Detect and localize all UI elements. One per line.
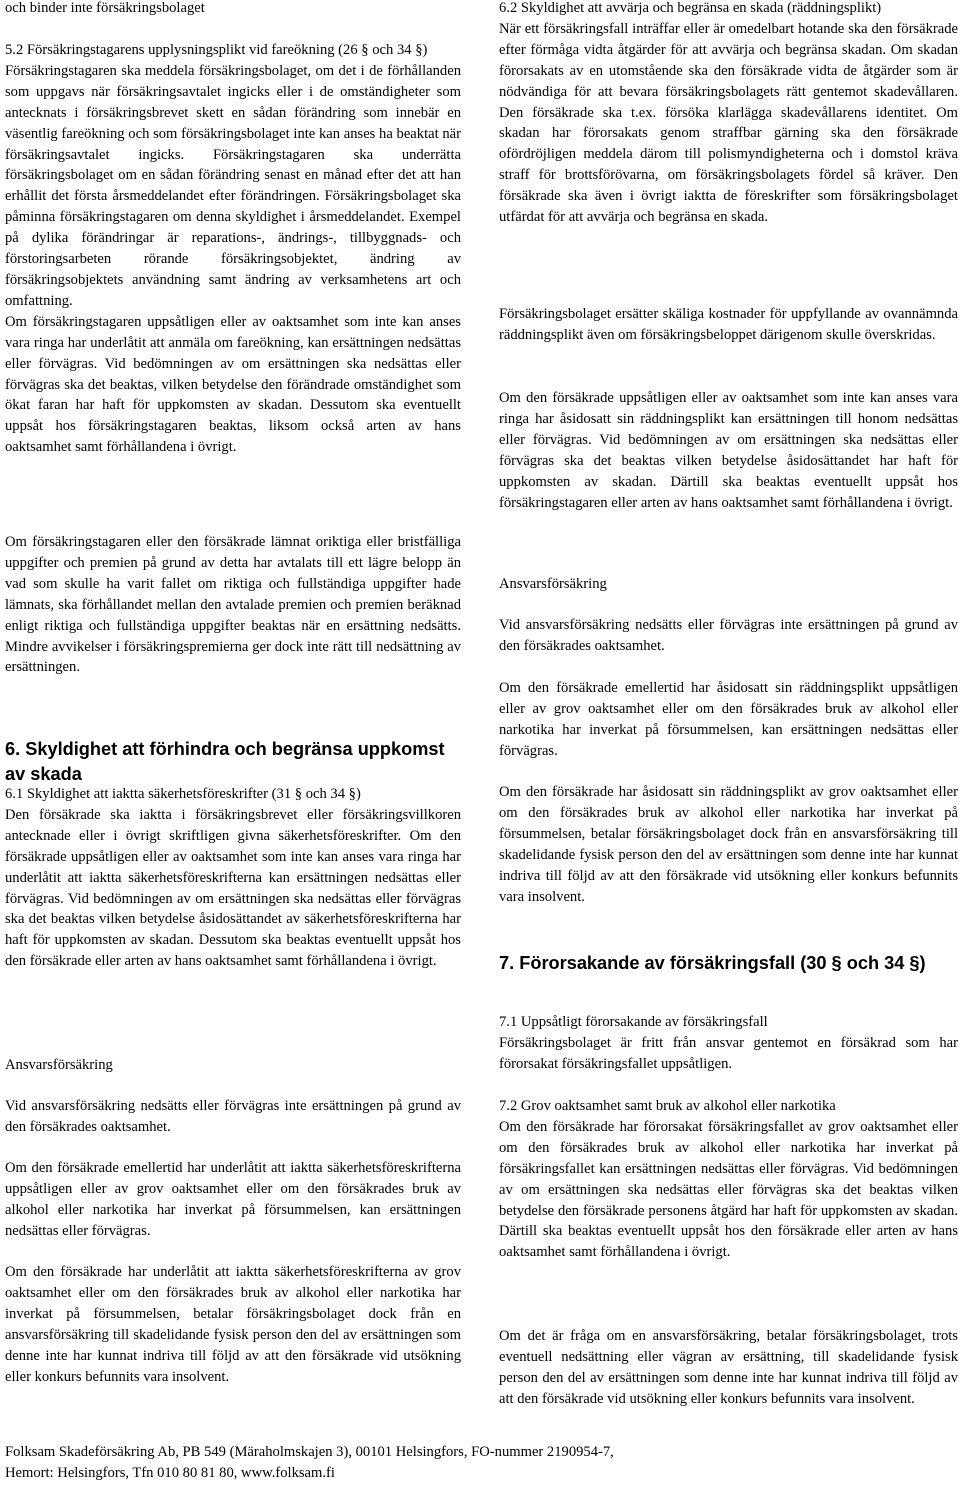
paragraph-text: Om den försäkrade emellertid har åsidosatt sin räddningsplikt uppsåtligen eller av grov oaktsamhet eller om den försäkrades bruk av alkohol eller narkotika har inverkat på försummelsen, kan ersättningen nedsättas eller förvägras.	[499, 680, 958, 759]
paragraph-text: Om försäkringstagaren eller den försäkrade lämnat oriktiga eller bristfälliga uppgifter och premien på grund av detta har avtalats till ett lägre belopp än vad som skulle ha varit fallet om riktiga och fullständiga uppgifter hade lämnats, ska förhållandet mellan den avtalade premien och premien beräknad enligt riktiga och fullständiga uppgifter beaktas när en ersättning nedsätts. Mindre avvikelser i försäkringspremierna ger dock inte rätt till nedsättning av ersättningen.	[5, 534, 461, 676]
ansvar-heading: Ansvarsförsäkring	[499, 576, 607, 592]
paragraph-text: Om den försäkrade har underlåtit att iaktta säkerhetsföreskrifterna av grov oaktsamhet eller om den försäkrades bruk av alkohol eller narkotika har inverkat på försummelsen, betalar försäkringsbolaget dock från en ansvarsförsäkring till skadelidande fysisk person den del av ersättningen som denne inte har kunnat indriva till följd av att den försäkrade vid utsökning eller konkurs befunnits vara insolvent.	[5, 1264, 461, 1385]
section-5-2-paragraph: Om försäkringstagaren uppsåtligen eller av oaktsamhet som inte kan anses vara ringa har underlåtit att anmäla om fareökning, kan ersättningen nedsättas eller förvägras. Vid bedömningen av om ersättningen ska nedsättas eller förvägras ska det beaktas, vilken betydelse den förändrade omständighet som ökat faran har haft för uppkomsten av skadan. Dessutom ska eventuellt uppsåt hos försäkringstagaren beaktas, liksom också arten av hans oaktsamhet samt förhållandena i övrigt.	[5, 313, 461, 456]
section-6-1-text: Den försäkrade ska iaktta i försäkringsbrevet eller försäkringsvillkoren antecknade eller i övrigt skriftligen givna säkerhetsföreskrifter. Om den försäkrade uppsåtligen eller av oaktsamhet som inte kan anses vara ringa har underlåtit att iaktta säkerhetsföreskrifterna kan ersättningen nedsättas eller förvägras. Vid bedömningen av om ersättningen ska nedsättas eller förvägras ska det beaktas vilken betydelse åsidosättandet av säkerhetsföreskrifterna har haft för uppkomsten av skadan. Dessutom ska beaktas eventuellt uppsåt hos den försäkrade eller arten av hans oaktsamhet samt förhållandena i övrigt.	[5, 806, 461, 970]
ansvar-paragraph-1	[499, 615, 958, 657]
section-6-2	[499, 0, 958, 228]
section-7-1-text: Försäkringsbolaget är fritt från ansvar gentemot en försäkrad som har förorsakat försäkringsfallet uppsåtligen.	[499, 1034, 958, 1072]
paragraph-text: Om den försäkrade har åsidosatt sin räddningsplikt av grov oaktsamhet eller om den försäkrades bruk av alkohol eller narkotika har inverkat på försummelsen, betalar försäkringsbolaget dock från en ansvarsförsäkring till skadelidande fysisk person den del av ersättningen som denne inte har kunnat indriva till följd av att den försäkrade vid utsökning eller konkurs befunnits vara insolvent.	[499, 784, 958, 905]
paragraph-ansvar-final	[499, 1326, 958, 1410]
section-7-2-text: Om den försäkrade har förorsakat försäkringsfallet av grov oaktsamhet eller om den försäkrades bruk av alkohol eller narkotika har inverkat på försäkringsfallet kan ersättningen nedsättas eller förvägras. Vid bedömningen av om ersättningen ska nedsättas eller förvägras ska det beaktas vilken betydelse den försäkrade personens åtgärd har haft för uppkomsten av skadan. Därtill ska beaktas eventuellt uppsåt hos den försäkrade eller arten av hans oaktsamhet samt förhållandena i övrigt.	[499, 1118, 958, 1261]
section-7-title: 7. Förorsakande av försäkringsfall (30 § och 34 §)	[499, 953, 926, 973]
section-5-2	[5, 40, 461, 458]
ansvar-paragraph-1	[5, 1096, 461, 1138]
paragraph-text: Vid ansvarsförsäkring nedsätts eller förvägras inte ersättningen på grund av den försäkrades oaktsamhet.	[5, 1098, 461, 1135]
ansvar-paragraph-2	[499, 678, 958, 762]
footer-line-1: Folksam Skadeförsäkring Ab, PB 549 (Märaholmskajen 3), 00101 Helsingfors, FO-nummer 2190954-7,	[5, 1444, 614, 1460]
paragraph-oriktiga-uppgifter	[5, 532, 461, 678]
section-5-2-heading: 5.2 Försäkringstagarens upplysningsplikt vid fareökning (26 § och 34 §)	[5, 42, 428, 58]
ansvar-paragraph-3	[499, 782, 958, 907]
paragraph-text: Försäkringsbolaget ersätter skäliga kostnader för uppfyllande av ovannämnda räddningsplikt även om försäkringsbeloppet därigenom skulle överskridas.	[499, 306, 958, 343]
paragraph-kostnader	[499, 304, 958, 346]
paragraph-text: Vid ansvarsförsäkring nedsätts eller förvägras inte ersättningen på grund av den försäkrades oaktsamhet.	[499, 617, 958, 654]
intro-line: och binder inte försäkringsbolaget	[5, 0, 205, 16]
paragraph-text: Om den försäkrade emellertid har underlåtit att iaktta säkerhetsföreskrifterna uppsåtligen eller av grov oaktsamhet eller om den försäkrades bruk av alkohol eller narkotika har inverkat på försummelsen, kan ersättningen nedsättas eller förvägras.	[5, 1160, 461, 1239]
section-6-2-text: När ett försäkringsfall inträffar eller är omedelbart hotande ska den försäkrade efter förmåga vidta åtgärder för att avvärja och begränsa skadan. Om skadan förorsakats av en utomstående ska den försäkrade vidta de åtgärder som är nödvändiga för att bevara försäkringsbolagets rätt gentemot skadevållaren. Den försäkrade ska t.ex. försöka klarlägga skadevållarens identitet. Om skadan har förorsakats genom straffbar gärning ska den försäkrade ofördröjligen meddela därom till polismyndigheterna och i domstol kräva straff för brottsförövarna, om försäkringsbolagets fördel så kräver. Den försäkrade ska även i övrigt iaktta de föreskrifter som försäkringsbolaget utfärdat för att avvärja och begränsa en skada.	[499, 20, 958, 226]
section-6-1	[5, 784, 461, 972]
section-5-2-paragraph: Försäkringstagaren ska meddela försäkringsbolaget, om det i de förhållanden som uppgavs när försäkringsavtalet ingicks eller i de omständigheter som antecknats i försäkringsbrevet skett en sådan förändring som innebär en väsentlig fareökning och som försäkringsbolaget inte kan anses ha beaktat när försäkringsavtalet ingicks. Försäkringstagaren ska underrätta försäkringsbolaget om en sådan förändring senast en månad efter det att han erhållit det första årsmeddelandet efter förändringen. Försäkringsbolaget ska påminna försäkringstagaren om denna skyldighet i årsmeddelandet. Exempel på dylika förändringar är reparations-, ändrings-, tillbyggnads- och förstoringsarbeten rörande försäkringsobjektet, ändring av försäkringsobjektets användning samt ändring av verksamhetens art och omfattning.	[5, 62, 461, 309]
section-6-2-heading: 6.2 Skyldighet att avvärja och begränsa en skada (räddningsplikt)	[499, 0, 882, 16]
ansvar-paragraph-2	[5, 1158, 461, 1242]
section-7-1	[499, 1012, 958, 1075]
page-footer	[5, 1442, 805, 1484]
section-6-title: 6. Skyldighet att förhindra och begränsa uppkomst av skada	[5, 739, 445, 784]
section-7-2	[499, 1096, 958, 1263]
footer-line-2: Hemort: Helsingfors, Tfn 010 80 81 80, www.folksam.fi	[5, 1464, 335, 1481]
section-7-2-heading: 7.2 Grov oaktsamhet samt bruk av alkohol eller narkotika	[499, 1098, 836, 1114]
section-7-1-heading: 7.1 Uppsåtligt förorsakande av försäkringsfall	[499, 1014, 768, 1030]
paragraph-text: Om det är fråga om en ansvarsförsäkring, betalar försäkringsbolaget, trots eventuell nedsättning eller vägran av ersättning, till skadelidande fysisk person den del av ersättningen som denne inte har kunnat indriva till följd av att den försäkrade vid utsökning eller konkurs befunnits vara insolvent.	[499, 1328, 958, 1407]
ansvar-paragraph-3	[5, 1262, 461, 1387]
section-6-1-heading: 6.1 Skyldighet att iaktta säkerhetsföreskrifter (31 § och 34 §)	[5, 786, 361, 802]
paragraph-asidosatt	[499, 388, 958, 513]
ansvar-heading: Ansvarsförsäkring	[5, 1057, 113, 1073]
paragraph-text: Om den försäkrade uppsåtligen eller av oaktsamhet som inte kan anses vara ringa har åsidosatt sin räddningsplikt kan ersättningen till honom nedsättas eller förvägras. Vid bedömningen av om ersättningen ska nedsättas eller förvägras ska det beaktas vilken betydelse åsidosättandet har haft för uppkomsten av skadan. Därtill ska beaktas eventuellt uppsåt hos försäkringstagaren eller arten av hans oaktsamhet samt förhållandena i övrigt.	[499, 390, 958, 511]
